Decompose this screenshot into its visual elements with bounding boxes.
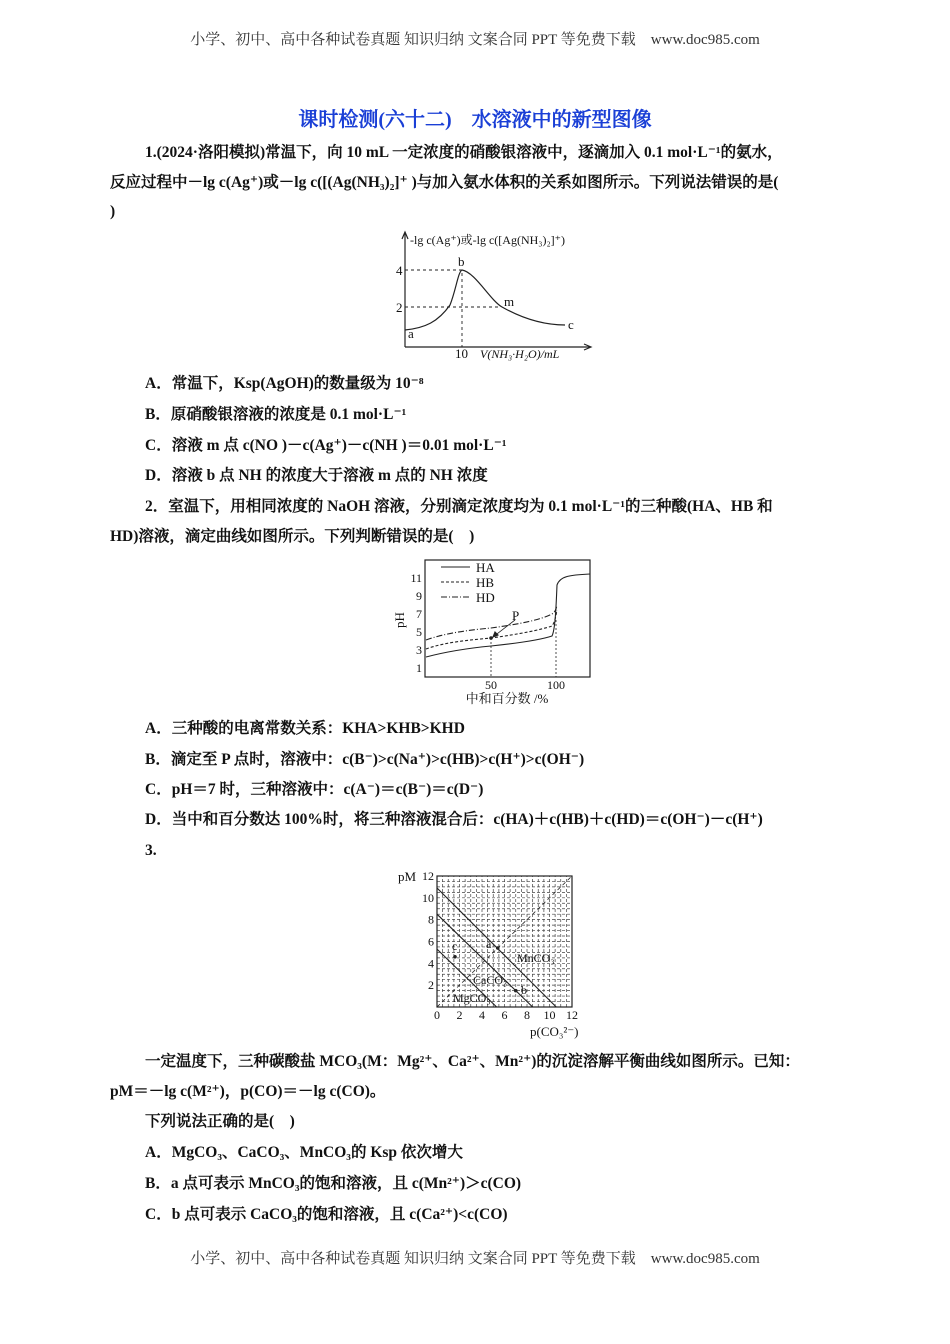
y-tick: 1 xyxy=(416,661,422,675)
y-tick: 6 xyxy=(428,934,434,949)
x-tick: 50 xyxy=(485,678,497,692)
point-label: m xyxy=(504,294,515,309)
q1-stem-line: 反应过程中－lg c(Ag⁺)或－lg c([(Ag(NH₃)₂]⁺ )与加入氨水体积的关系如图所示。下列说法错误的是( xyxy=(110,174,779,191)
point-label: c xyxy=(568,317,574,332)
data-point xyxy=(514,989,518,993)
q2-option-b: B．滴定至 P 点时，溶液中：c(B⁻)>c(Na⁺)>c(HB)>c(H⁺)>c(OH⁻) xyxy=(145,751,585,768)
q1-option-b: B．原硝酸银溶液的浓度是 0.1 mol·L⁻¹ xyxy=(145,406,407,423)
x-axis-label: V(NH₃·H₂O)/mL xyxy=(480,347,560,361)
y-tick: 7 xyxy=(416,607,422,621)
q2-option-c: C．pH＝7 时，三种溶液中：c(A⁻)＝c(B⁻)＝c(D⁻) xyxy=(145,781,484,798)
q1-option-c: C．溶液 m 点 c(NO )－c(Ag⁺)－c(NH )＝0.01 mol·L⁻¹ xyxy=(145,437,507,454)
q2-stem-line: 2．室温下，用相同浓度的 NaOH 溶液，分别滴定浓度均为 0.1 mol·L⁻¹的三种酸(HA、HB 和 xyxy=(145,498,773,515)
q1-option-a: A．常温下，Ksp(AgOH)的数量级为 10⁻⁸ xyxy=(145,375,424,392)
legend-ha: HA xyxy=(476,560,495,575)
page-title: 课时检测(六十二) 水溶液中的新型图像 xyxy=(298,109,652,131)
point-label: b xyxy=(521,983,527,997)
x-axis-label: p(CO₃²⁻) xyxy=(530,1024,579,1039)
q2-option-d: D．当中和百分数达 100%时，将三种溶液混合后：c(HA)＋c(HB)＋c(HD)＝c(OH⁻)－c(H⁺) xyxy=(145,811,763,828)
q1-stem-line: ) xyxy=(110,203,116,220)
y-tick: 3 xyxy=(416,643,422,657)
q2-option-a: A．三种酸的电离常数关系：KHA>KHB>KHD xyxy=(145,720,465,737)
q1-stem-line: 1.(2024·洛阳模拟)常温下，向 10 mL 一定浓度的硝酸银溶液中，逐滴加入 0.1 mol·L⁻¹的氨水， xyxy=(145,144,783,161)
x-axis-label: 中和百分数 /% xyxy=(465,691,549,706)
q2-stem-line: HD)溶液，滴定曲线如图所示。下列判断错误的是( ) xyxy=(110,528,475,545)
q3-question: 下列说法正确的是( ) xyxy=(145,1113,295,1130)
curve-label-mnco3: MnCO₃ xyxy=(517,951,555,965)
y-tick: 8 xyxy=(428,912,434,927)
q3-stem-line: pM＝－lg c(M²⁺)，p(CO)＝－lg c(CO)。 xyxy=(110,1083,386,1100)
point-label: a xyxy=(486,937,492,951)
y-tick: 2 xyxy=(396,300,403,315)
q1-option-d: D．溶液 b 点 NH 的浓度大于溶液 m 点的 NH 浓度 xyxy=(145,467,488,484)
legend-hb: HB xyxy=(476,575,495,590)
y-axis-label: pH xyxy=(392,612,407,628)
data-point xyxy=(453,955,457,959)
curve-label-mgco3: MgCO₃ xyxy=(453,991,491,1005)
y-tick: 11 xyxy=(410,571,422,585)
q3-option-a: A．MgCO₃、CaCO₃、MnCO₃的 Ksp 依次增大 xyxy=(145,1144,463,1161)
y-tick: 5 xyxy=(416,625,422,639)
y-tick: 12 xyxy=(422,868,434,883)
data-point xyxy=(496,946,500,950)
q3-number: 3. xyxy=(145,842,157,859)
y-axis-label: -lg c(Ag⁺)或-lg c([Ag(NH₃)₂]⁺) xyxy=(410,233,565,247)
legend-hd: HD xyxy=(476,590,495,605)
x-tick: 12 xyxy=(566,1008,578,1022)
y-tick: 4 xyxy=(428,956,434,971)
y-axis-label: pM xyxy=(398,869,417,884)
q3-option-c: C．b 点可表示 CaCO₃的饱和溶液，且 c(Ca²⁺)<c(CO) xyxy=(145,1206,508,1223)
page-header: 小学、初中、高中各种试卷真题 知识归纳 文案合同 PPT 等免费下载 www.doc985.com xyxy=(190,32,760,48)
q3-stem-line: 一定温度下，三种碳酸盐 MCO₃(M：Mg²⁺、Ca²⁺、Mn²⁺)的沉淀溶解平衡曲线如图所示。已知： xyxy=(145,1053,800,1070)
x-tick: 10 xyxy=(543,1008,556,1022)
y-tick: 10 xyxy=(422,890,434,905)
point-label: P xyxy=(512,608,520,623)
x-tick: 2 xyxy=(456,1008,463,1022)
y-tick: 2 xyxy=(428,978,434,993)
y-tick: 4 xyxy=(396,263,403,278)
point-label: b xyxy=(458,254,465,269)
x-tick: 4 xyxy=(479,1008,485,1022)
curve-label-caco3: CaCO₃ xyxy=(473,973,508,987)
x-tick: 6 xyxy=(501,1008,508,1022)
x-tick: 100 xyxy=(547,678,565,692)
point-label: a xyxy=(408,326,414,341)
point-label: c xyxy=(452,939,458,953)
x-tick: 10 xyxy=(455,346,468,361)
x-tick: 0 xyxy=(434,1008,440,1022)
page-footer: 小学、初中、高中各种试卷真题 知识归纳 文案合同 PPT 等免费下载 www.doc985.com xyxy=(190,1251,760,1267)
q3-option-b: B．a 点可表示 MnCO₃的饱和溶液，且 c(Mn²⁺)＞c(CO) xyxy=(145,1175,522,1192)
y-tick: 9 xyxy=(416,589,422,603)
x-tick: 8 xyxy=(524,1008,530,1022)
